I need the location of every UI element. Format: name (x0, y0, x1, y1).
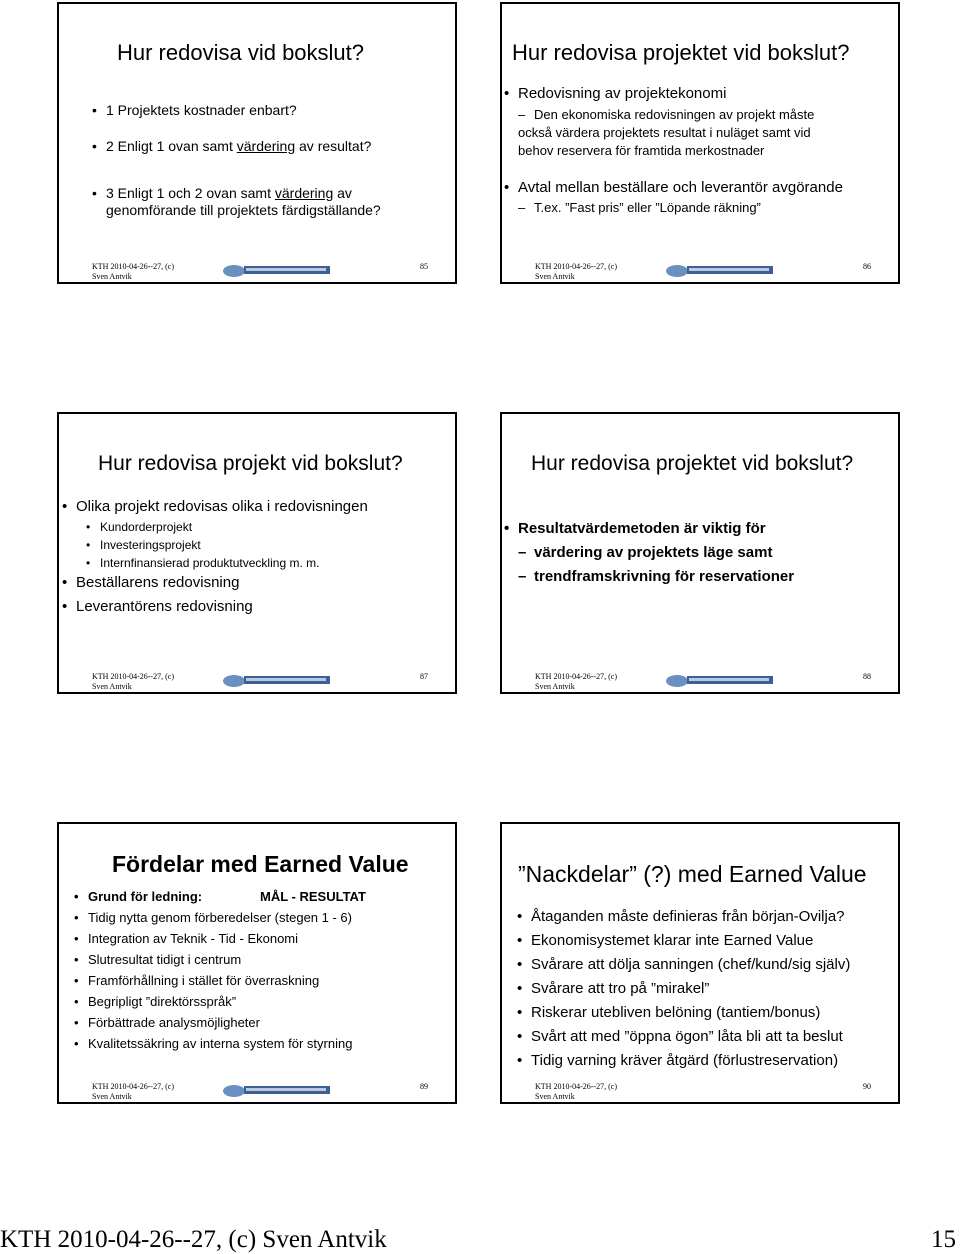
list-item: • Olika projekt redovisas olika i redovisningen (76, 498, 368, 520)
slide-title: Hur redovisa projekt vid bokslut? (98, 452, 403, 475)
list-item: • Åtaganden måste definieras från början-Ovilja? (531, 908, 850, 932)
slide-footer: KTH 2010-04-26--27, (c) Sven Antvik 85 (92, 262, 428, 281)
slide-title: Hur redovisa projektet vid bokslut? (512, 40, 850, 65)
list-item: • Redovisning av projektekonomi (518, 85, 843, 107)
slide-list (106, 102, 381, 218)
list-item: • Leverantörens redovisning (76, 598, 368, 615)
page-footer-text: KTH 2010-04-26--27, (c) Sven Antvik (0, 1226, 387, 1253)
sub-item: – trendframskrivning för reservationer (518, 568, 794, 585)
slide-title: Fördelar med Earned Value (112, 851, 409, 877)
slide-86 (500, 2, 900, 284)
list-item: • Tidig nytta genom förberedelser (stegen 1 - 6) (88, 910, 366, 931)
logo-icon (222, 1082, 332, 1098)
slide-footer: KTH 2010-04-26--27, (c) Sven Antvik 89 (92, 1082, 428, 1101)
slide-89 (57, 822, 457, 1104)
sub-item: • Investeringsprojekt (100, 538, 368, 556)
list-item: • Avtal mellan beställare och leverantör avgörande (518, 179, 843, 200)
list-item-continued: genomförande till projektets färdigställande? (106, 202, 381, 218)
sub-item: • Internfinansierad produktutveckling m. m. (100, 556, 368, 574)
sub-item: – Den ekonomiska redovisningen av projekt måste (518, 107, 843, 125)
list-item: • Framförhållning i stället för överraskning (88, 973, 366, 994)
list-item: • 1 Projektets kostnader enbart? (106, 102, 381, 138)
slide-list (531, 908, 850, 1069)
logo-icon (222, 672, 332, 688)
sub-item: – värdering av projektets läge samt (518, 544, 794, 568)
list-item: • Svårt att med ”öppna ögon” låta bli att ta beslut (531, 1028, 850, 1052)
slide-title: Hur redovisa projektet vid bokslut? (531, 452, 854, 475)
slide-88 (500, 412, 900, 694)
sub-item: – T.ex. ”Fast pris” eller ”Löpande räkning” (518, 200, 843, 215)
slide-85 (57, 2, 457, 284)
slide-footer: KTH 2010-04-26--27, (c) Sven Antvik 86 (535, 262, 871, 281)
list-item: • Resultatvärdemetoden är viktig för (518, 520, 794, 544)
logo-icon (222, 262, 332, 278)
slide-footer: KTH 2010-04-26--27, (c) Sven Antvik 88 (535, 672, 871, 691)
logo-icon (665, 672, 775, 688)
list-item: • Kvalitetssäkring av interna system för styrning (88, 1036, 366, 1051)
list-item: • Svårare att tro på ”mirakel” (531, 980, 850, 1004)
page-number: 15 (931, 1226, 956, 1253)
list-item: • Svårare att dölja sanningen (chef/kund/sig själv) (531, 956, 850, 980)
slide-list (76, 498, 368, 615)
list-item: • 2 Enligt 1 ovan samt värdering av resultat? (106, 138, 381, 185)
slide-title: Hur redovisa vid bokslut? (117, 40, 365, 65)
slide-87 (57, 412, 457, 694)
slide-list (518, 520, 794, 585)
list-item: • Integration av Teknik - Tid - Ekonomi (88, 931, 366, 952)
list-item: • Slutresultat tidigt i centrum (88, 952, 366, 973)
sub-item-continued: också värdera projektets resultat i nuläget samt vid (518, 125, 811, 140)
sub-item-continued: behov reservera för framtida merkostnader (518, 143, 765, 158)
slide-title: ”Nackdelar” (?) med Earned Value (518, 861, 867, 887)
list-item: • Tidig varning kräver åtgärd (förlustreservation) (531, 1052, 850, 1069)
slide-90 (500, 822, 900, 1104)
list-item: • Ekonomisystemet klarar inte Earned Value (531, 932, 850, 956)
slide-footer: KTH 2010-04-26--27, (c) Sven Antvik 90 (535, 1082, 871, 1101)
slide-list (88, 889, 366, 1051)
list-item: • Grund för ledning: MÅL - RESULTAT (88, 889, 366, 910)
logo-icon (665, 262, 775, 278)
list-item: • Förbättrade analysmöjligheter (88, 1015, 366, 1036)
list-item: • Riskerar utebliven belöning (tantiem/bonus) (531, 1004, 850, 1028)
slide-footer: KTH 2010-04-26--27, (c) Sven Antvik 87 (92, 672, 428, 691)
sub-item: • Kundorderprojekt (100, 520, 368, 538)
list-item: • Beställarens redovisning (76, 574, 368, 598)
list-item: • 3 Enligt 1 och 2 ovan samt värdering av (106, 185, 381, 202)
slide-list (518, 85, 843, 215)
list-item: • Begripligt ”direktörsspråk” (88, 994, 366, 1015)
